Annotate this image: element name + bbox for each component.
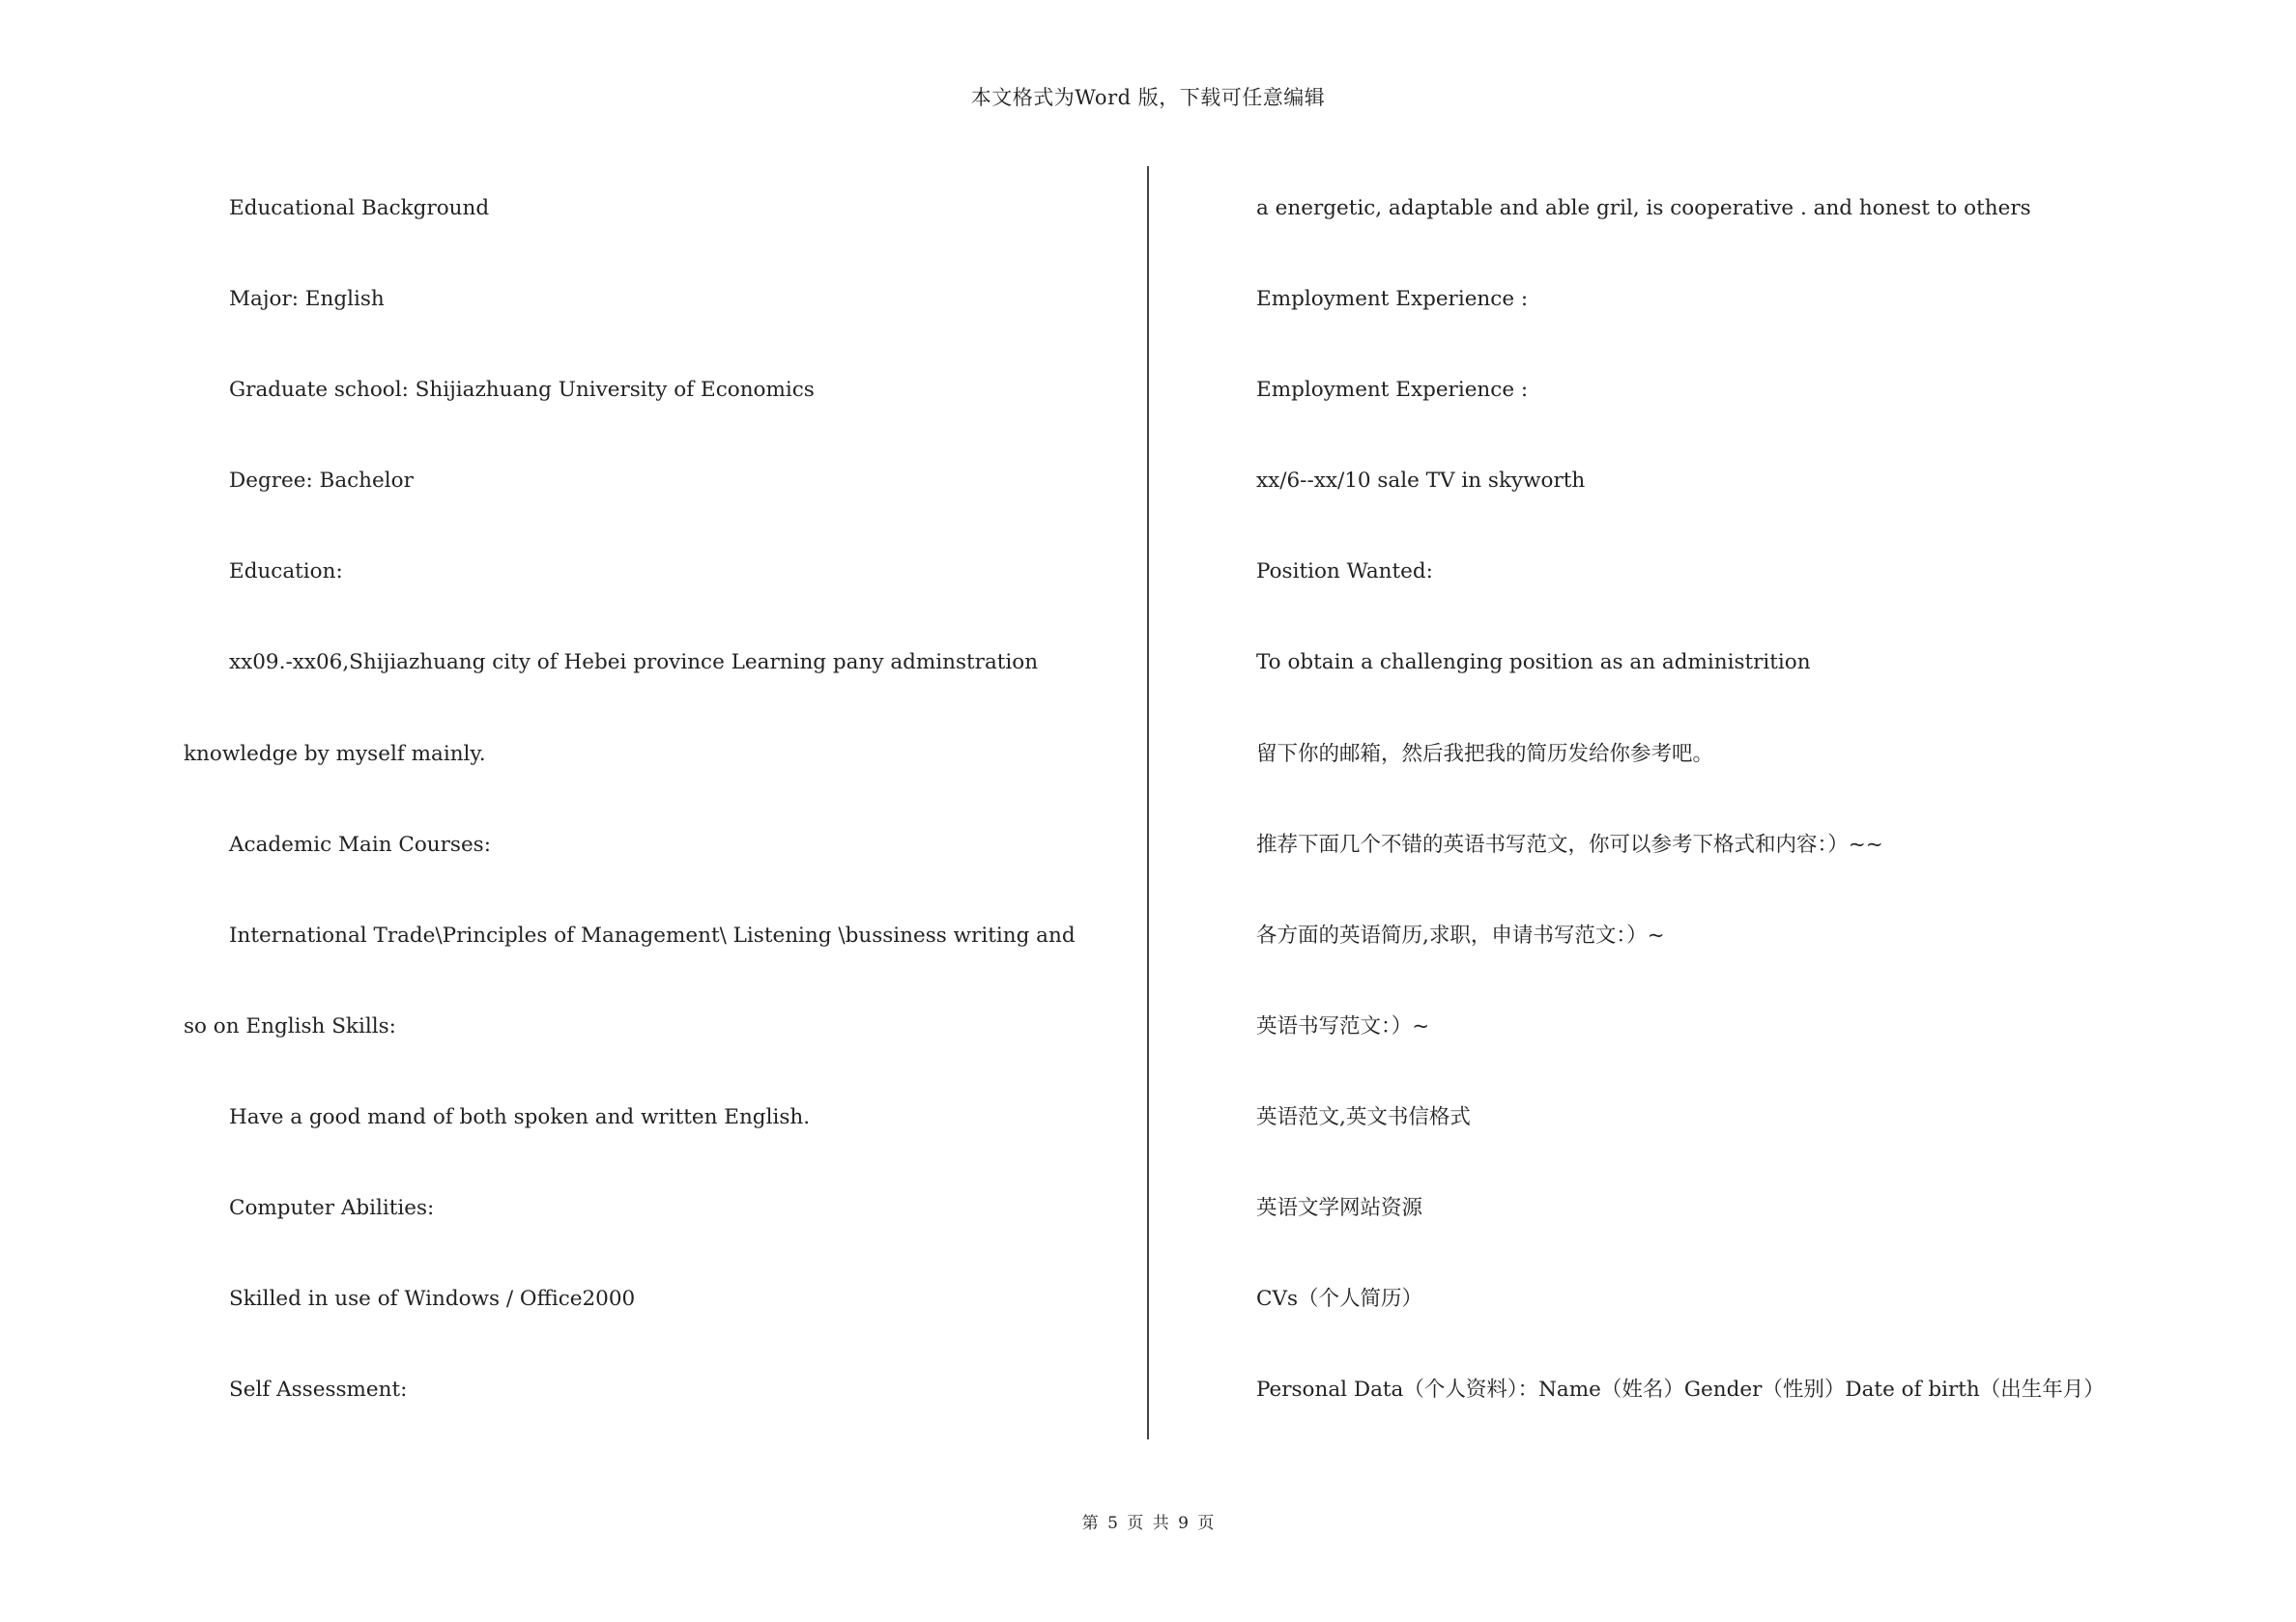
left-line-education-continuation: knowledge by myself mainly. [184,741,486,766]
left-line-education-label: Education: [229,559,343,584]
right-line-employment-entry: xx/6--xx/10 sale TV in skyworth [1256,469,1586,494]
right-line-position-label: Position Wanted: [1256,559,1433,584]
right-column [1256,183,2223,1455]
right-line-personal-data: Personal Data（个人资料）：Name（姓名）Gender（性别）Date of birth（出生年月） [1256,1378,2105,1403]
left-line-english-skills: Have a good mand of both spoken and written English. [229,1104,811,1129]
left-line-education-period: xx09.-xx06,Shijiazhuang city of Hebei province Learning pany adminstration [229,650,1039,675]
right-line-self-description: a energetic, adaptable and able gril, is cooperative . and honest to others [1256,196,2031,220]
page-footer: 第 5 页 共 9 页 [1081,1514,1215,1533]
left-line-courses-continuation: so on English Skills: [184,1013,396,1039]
right-line-writing-samples: 英语书写范文：）~ [1256,1013,1430,1039]
left-column [184,183,1150,1455]
left-line-major: Major: English [229,287,385,312]
left-line-degree: Degree: Bachelor [229,469,414,494]
column-divider [1147,166,1149,1439]
right-line-cvs-heading: CVs（个人简历） [1256,1287,1423,1312]
left-line-education-heading: Educational Background [229,196,490,220]
right-line-letter-format: 英语范文,英文书信格式 [1256,1104,1471,1129]
right-line-employment-heading-repeat: Employment Experience : [1256,378,1529,403]
right-line-employment-heading: Employment Experience : [1256,287,1529,312]
left-line-computer-skills: Skilled in use of Windows / Office2000 [229,1287,636,1312]
right-line-literature-resources: 英语文学网站资源 [1256,1196,1423,1221]
left-line-computer-label: Computer Abilities: [229,1196,435,1221]
left-line-graduate-school: Graduate school: Shijiazhuang University of Economics [229,378,815,403]
left-line-courses-list: International Trade\Principles of Management\ Listening \bussiness writing and [229,923,1076,948]
left-line-self-assessment: Self Assessment: [229,1378,408,1403]
right-line-resume-samples: 各方面的英语简历,求职，申请书写范文：）~ [1256,923,1665,948]
page-header: 本文格式为Word 版，下载可任意编辑 [970,86,1326,109]
right-line-recommend-note: 推荐下面几个不错的英语书写范文，你可以参考下格式和内容：）~~ [1256,832,1883,857]
right-line-email-note: 留下你的邮箱，然后我把我的简历发给你参考吧。 [1256,741,1714,766]
right-line-position-goal: To obtain a challenging position as an administrition [1256,650,1811,675]
left-line-courses-label: Academic Main Courses: [229,832,491,857]
